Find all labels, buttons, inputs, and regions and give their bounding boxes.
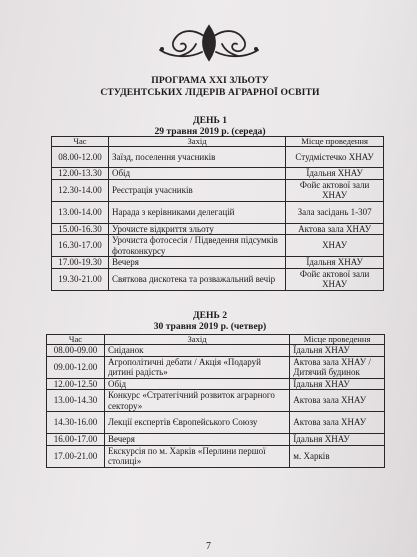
table-row — [52, 201, 384, 223]
event-cell: Реєстрація учасників — [108, 179, 285, 201]
column-header-time: Час — [47, 335, 105, 345]
table-row — [47, 345, 385, 357]
table-row — [47, 390, 385, 412]
table-header-row — [47, 335, 385, 345]
table-row — [52, 147, 384, 168]
table-row — [52, 168, 384, 180]
program-title-line-2: СТУДЕНТСЬКИХ ЛІДЕРІВ АГРАРНОЇ ОСВІТИ — [100, 87, 320, 98]
place-cell: Їдальня ХНАУ — [286, 168, 384, 180]
day1-schedule-table — [51, 136, 384, 291]
place-cell: Актова зала ХНАУ — [290, 412, 385, 434]
event-cell: Заїзд, поселення учасників — [108, 147, 285, 168]
time-cell: 19.30-21.00 — [52, 268, 109, 290]
column-header-event: Захід — [108, 137, 285, 147]
place-cell: Їдальня ХНАУ — [286, 257, 384, 269]
table-row — [47, 378, 385, 390]
column-header-event: Захід — [104, 335, 289, 345]
event-cell: Екскурсія по м. Харків «Перлини першої столиці» — [104, 445, 289, 467]
time-cell: 17.00-19.30 — [52, 257, 109, 269]
event-cell: Вечеря — [104, 434, 289, 446]
event-cell: Вечеря — [108, 257, 285, 269]
time-cell: 12.00-13.30 — [52, 168, 109, 180]
time-cell: 12.30-14.00 — [52, 179, 109, 201]
table-header-row — [52, 137, 384, 147]
place-cell: Актова зала ХНАУ — [286, 223, 384, 235]
time-cell: 14.30-16.00 — [47, 412, 105, 434]
event-cell: Обід — [108, 168, 285, 180]
column-header-place: Місце проведення — [286, 137, 384, 147]
time-cell: 12.00-12.50 — [47, 378, 105, 390]
table-row — [52, 179, 384, 201]
program-title-line-1: ПРОГРАМА XXI ЗЛЬОТУ — [151, 75, 269, 86]
table-row — [47, 445, 385, 467]
time-cell: 16.30-17.00 — [52, 235, 109, 257]
time-cell: 08.00-12.00 — [52, 147, 109, 168]
table-row — [52, 235, 384, 257]
place-cell: Зала засідань 1-307 — [286, 201, 384, 223]
page-number: 7 — [206, 541, 211, 552]
event-cell: Обід — [104, 378, 289, 390]
place-cell: Фойє актової зали ХНАУ — [286, 179, 384, 201]
time-cell: 13.00-14.30 — [47, 390, 105, 412]
event-cell: Сніданок — [104, 345, 289, 357]
day1-date: 29 травня 2019 р. (середа) — [154, 126, 266, 137]
place-cell: Їдальня ХНАУ — [290, 378, 385, 390]
day2-schedule-table — [46, 334, 385, 468]
place-cell: Актова зала ХНАУ — [290, 390, 385, 412]
event-cell: Нарада з керівниками делегацій — [108, 201, 285, 223]
time-cell: 08.00-09.00 — [47, 345, 105, 357]
place-cell: Студмістечко ХНАУ — [286, 147, 384, 168]
table-row — [47, 434, 385, 446]
time-cell: 09.00-12.00 — [47, 356, 105, 378]
event-cell: Конкурс «Стратегічний розвиток аграрного сектору» — [104, 390, 289, 412]
table-row — [52, 257, 384, 269]
place-cell: Актова зала ХНАУ / Дитячий будинок — [290, 356, 385, 378]
place-cell: Фойє актової зали ХНАУ — [286, 268, 384, 290]
place-cell: Їдальня ХНАУ — [290, 345, 385, 357]
table-row — [52, 223, 384, 235]
time-cell: 13.00-14.00 — [52, 201, 109, 223]
column-header-place: Місце проведення — [290, 335, 385, 345]
table-row — [47, 412, 385, 434]
table-row — [52, 268, 384, 290]
place-cell: м. Харків — [290, 445, 385, 467]
event-cell: Святкова дискотека та розважальний вечір — [108, 268, 285, 290]
event-cell: Урочисте відкриття зльоту — [108, 223, 285, 235]
day2-heading: ДЕНЬ 2 — [193, 310, 227, 321]
column-header-time: Час — [52, 137, 109, 147]
day1-heading: ДЕНЬ 1 — [193, 115, 227, 126]
table-row — [47, 356, 385, 378]
place-cell: Їдальня ХНАУ — [290, 434, 385, 446]
time-cell: 15.00-16.30 — [52, 223, 109, 235]
event-cell: Урочиста фотосесія / Підведення підсумків фотоконкурсу — [108, 235, 285, 257]
time-cell: 16.00-17.00 — [47, 434, 105, 446]
day2-date: 30 травня 2019 р. (четвер) — [153, 321, 267, 332]
time-cell: 17.00-21.00 — [47, 445, 105, 467]
decorative-ornament-icon — [152, 22, 267, 66]
place-cell: ХНАУ — [286, 235, 384, 257]
event-cell: Агрополітичні дебати / Акція «Подаруй дитині радість» — [104, 356, 289, 378]
event-cell: Лекції експертів Європейського Союзу — [104, 412, 289, 434]
